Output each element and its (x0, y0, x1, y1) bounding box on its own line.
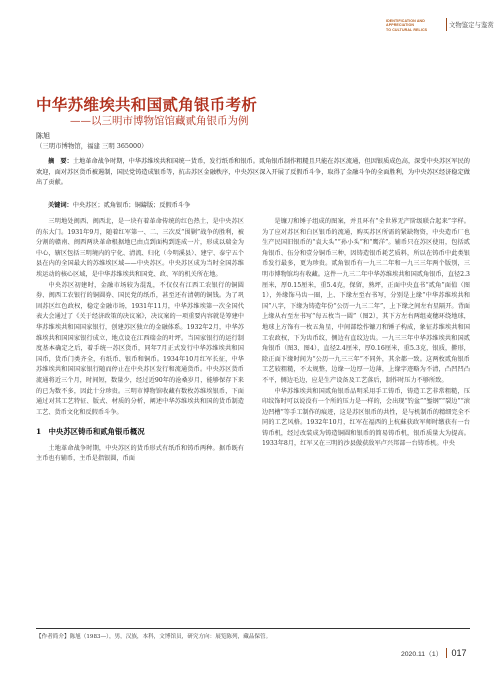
footer-divider (446, 648, 447, 658)
section-heading: 1 中央苏区铸币和贰角银币概况 (36, 427, 145, 437)
journal-header-english-line2: TO CULTURAL RELICS (386, 27, 428, 32)
journal-header (386, 18, 496, 34)
abstract-text: 土地革命战争时期，中华苏维埃共和国统一货币，发行纸币和银币。贰角银币制作粗糙且只能在苏区流通，但因银质成色高，深受中央苏区军民的欢迎，面对苏区货币被遏制，国民党铸造成银币等，抗击苏区金融秩序，中央苏区深入开展了反假币斗争，取得了金融斗争的全面胜利，为中央苏区经济稳定做出了贡献。 (36, 158, 470, 187)
header-divider (446, 18, 447, 31)
body-paragraph: 三明地处闽西、闽西北，是一块有着革命传统的红色热土，是中央苏区的东大门。1931年9月，随着红军第一、二、三次反“围剿”战争的胜利，被分割的赣南、闽西两块革命根据地已由点到面构到连成一片，形成以瑞金为中心，辖区包括三明境内的宁化、清流、归化（今明溪县）、建宁、泰宁五个县在内的全国最大的苏维埃区域——中央苏区。中央苏区成为当时全国苏维埃运动的核心区域，是中华苏维埃共和国党、政、军的机关所在地。 (36, 218, 244, 278)
author-affiliation: （三明市博物馆，福建 三明 365000） (36, 142, 148, 150)
body-paragraph: 土地革命战争时期，中央苏区的货币形式有纸币和铸币两种。据币既有主币也有辅币，主币是指银圆，币面 (36, 444, 244, 463)
page-number: 017 (451, 647, 467, 658)
footnote-divider (36, 628, 470, 629)
abstract (36, 157, 470, 189)
issue-number: 2020.11（1） (401, 650, 443, 658)
author-footnote: 【作者简介】陈旭（1983—），男，汉族，本科，文博馆员，研究方向：展览陈列，藏品保管。 (36, 634, 272, 640)
article-subtitle: ——以三明市博物馆馆藏贰角银币为例 (70, 115, 249, 127)
body-paragraph: 是镰刀和锤子组成的图案，并且环有“全世界无产阶级联合起来”字样。为了应对苏区和白区银币的流通，购买苏区所需的紧缺物资，中央造币厂也生产民国旧银币的“袁大头”“孙小头”和“鹰洋”。辅币只在苏区使用，包括贰角银币、伍分和壹分铜币三种，因铸造银币耗艺质料，所以在铸币中此类银币发行最多，更为珍贵。贰角银币有一九三二年和一九三三年两个版别，三明市博物馆均有收藏。这件一九三二年中华苏维埃共和国贰角银币，直径2.3厘米，厚0.15厘米，重5.4克，保留，熟坪，正面中央直书“贰角”面值（图1），外缘饰马齿一圈，上、下缘左至右书写，分别是上缘“中华苏维埃共和国”八字，下缘为铸造年份“公历一九三二年”，上下缘之间左右星隔开。背面上缘从右至左书写“每五枚当一圆”（图2），其下方左右两组麦穗环绕地球，地球上方饰有一枚五角星，中间部绘作镰刀和锤子构成，象征苏维埃共和国工农政权，下为齿币纹，侧边有直纹边齿。一九三三年中华苏维埃共和国贰角银币（图3、图4），直径2.4厘米，厚0.16厘米，重5.3克，银质，擀形，除正面下缘时间为“公历一九三三年”不同外，其余都一致。这两枚贰角银币工艺较粗糙，不太规整，边缘一边厚一边薄，上缘字迹略为不清，凸凹凹凸不平，侧边毛边，应是生产设备及工艺落后，制作时压力不够所致。 (262, 218, 470, 384)
keywords-text: 中央苏区；贰角银币；铜鑄版；反假币斗争 (72, 202, 191, 209)
journal-section-name: 文物鉴定与鉴赏 (449, 21, 494, 29)
author-name: 陈旭 (36, 132, 50, 140)
article-title: 中华苏维埃共和国贰角银币考析 (36, 95, 258, 114)
abstract-label: 摘 要： (48, 158, 73, 165)
body-column-right (262, 217, 470, 450)
page-footer (401, 644, 466, 656)
keywords-label: 关键词： (48, 202, 73, 209)
keywords (48, 200, 190, 209)
body-column-left (36, 217, 244, 465)
journal-header-english-line1: IDENTIFICATION AND APPRECIATION (386, 19, 425, 28)
journal-header-english (386, 19, 444, 32)
body-paragraph: 中央苏区初建时，金融市场较为混乱，不仅仅有江西工农银行的铜圆券、闽西工农银行的铜圆券、国民党的纸币，甚至还有清朝的铜钱。为了巩固苏区红色政权，稳定金融市场，1931年11月，中华苏维埃第一次全国代表大会通过了《关于经济政策的决议案》，决议案的一项重要内容就是筹建中华苏维埃共和国国家银行，创建苏区独立的金融体系。1932年2月，中华苏维埃共和国国家银行成立，地点设在江西瑞金的叶坪。当国家银行的运行制度基本确定之后，着手统一苏区货币，同年7月正式发行中华苏维埃共和国国币，货币门类齐全，有纸币、银币和铜币。1934年10月红军长征，中华苏维埃共和国国家银行随而停止在中央苏区发行和流通货币。中央苏区货币流通将近三个月，时间短，数量少，经过近90年的沧桑岁月，能够保存下来的已为数不多，因此十分珍贵。三明市博物馆收藏有数枚苏维埃银币，下面通过对其工艺特征、版式、材质的分析，阐述中华苏维埃共和国的货币制造工艺、货币文化和反假币斗争。 (36, 281, 244, 416)
body-paragraph: 中华苏维埃共和国贰角银币品明采用手工铸币，铸造工艺非常粗糙，压印纹饰时可以说没有一个所的压力是一样的，会出现“钓盆”“錾钢”“裂边”“滚边凹槽”等手工制作的痕迹，这是苏区银币的共性，是与机制币的精细完全不同的工艺风格。1932年10月，红军在福西的上杭蘇获政军师时缴获有一台铸币机，经过改装成为铸造铜圆和银币的简易铸币机，银币质量大为提高。1933年8月，红军又在三明的沙县傲获敌军卢兴邦部一台铸币机。中央 (262, 387, 470, 448)
